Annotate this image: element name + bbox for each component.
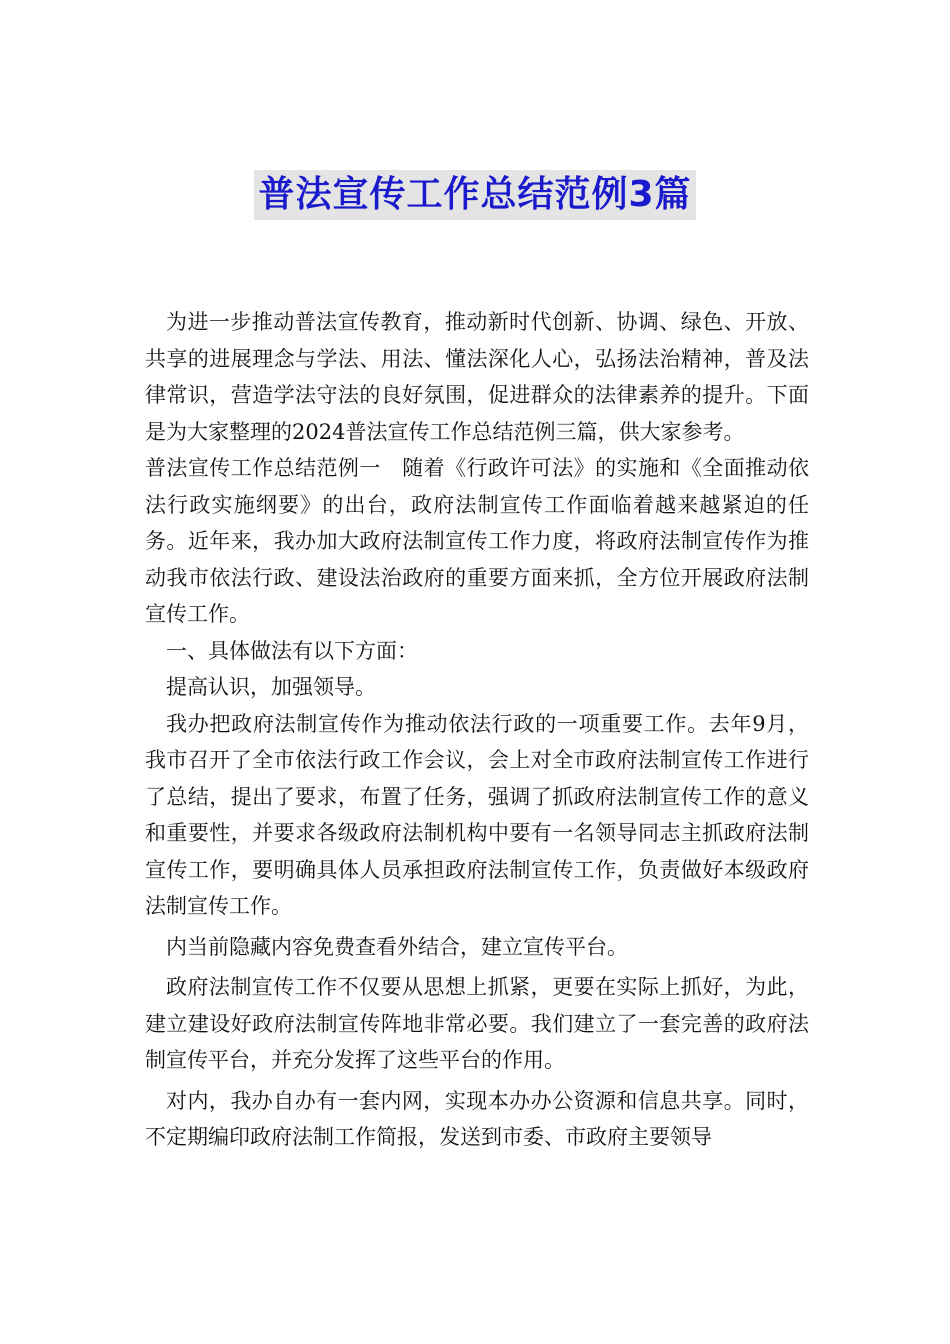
paragraph-internal: 对内，我办自办有一套内网，实现本办办公资源和信息共享。同时，不定期编印政府法制工作简报，发送到市委、市政府主要领导 (145, 1088, 809, 1149)
paragraph-subheading-platform: 内当前隐藏内容免费查看外结合，建立宣传平台。 (166, 934, 628, 959)
paragraph-intro: 为进一步推动普法宣传教育，推动新时代创新、协调、绿色、开放、共享的进展理念与学法、用法、懂法深化人心，弘扬法治精神，普及法律常识，营造学法守法的良好氛围，促进群众的法律素养的提升。下面是为大家整理的2024普法宣传工作总结范例三篇，供大家参考。 (145, 310, 809, 444)
paragraph-platform: 政府法制宣传工作不仅要从思想上抓紧，更要在实际上抓好，为此，建立建设好政府法制宣传阵地非常必要。我们建立了一套完善的政府法制宣传平台，并充分发挥了这些平台的作用。 (145, 975, 809, 1072)
paragraph-leadership: 我办把政府法制宣传作为推动依法行政的一项重要工作。去年9月，我市召开了全市依法行政工作会议，会上对全市政府法制宣传工作进行了总结，提出了要求，布置了任务，强调了抓政府法制宣传工作的意义和重要性，并要求各级政府法制机构中要有一名领导同志主抓政府法制宣传工作，要明确具体人员承担政府法制宣传工作，负责做好本级政府法制宣传工作。 (145, 711, 809, 918)
paragraph-example-one: 普法宣传工作总结范例一 随着《行政许可法》的实施和《全面推动依法行政实施纲要》的出台，政府法制宣传工作面临着越来越紧迫的任务。近年来，我办加大政府法制宣传工作力度，将政府法制宣传作为推动我市依法行政、建设法治政府的重要方面来抓，全方位开展政府法制宣传工作。 (145, 456, 809, 626)
document-body (145, 304, 809, 1156)
paragraph-heading-methods: 一、具体做法有以下方面： (166, 638, 418, 663)
paragraph-subheading-leadership: 提高认识，加强领导。 (166, 675, 376, 699)
document-title: 普法宣传工作总结范例3篇 (254, 170, 695, 220)
title-wrap (0, 170, 950, 220)
